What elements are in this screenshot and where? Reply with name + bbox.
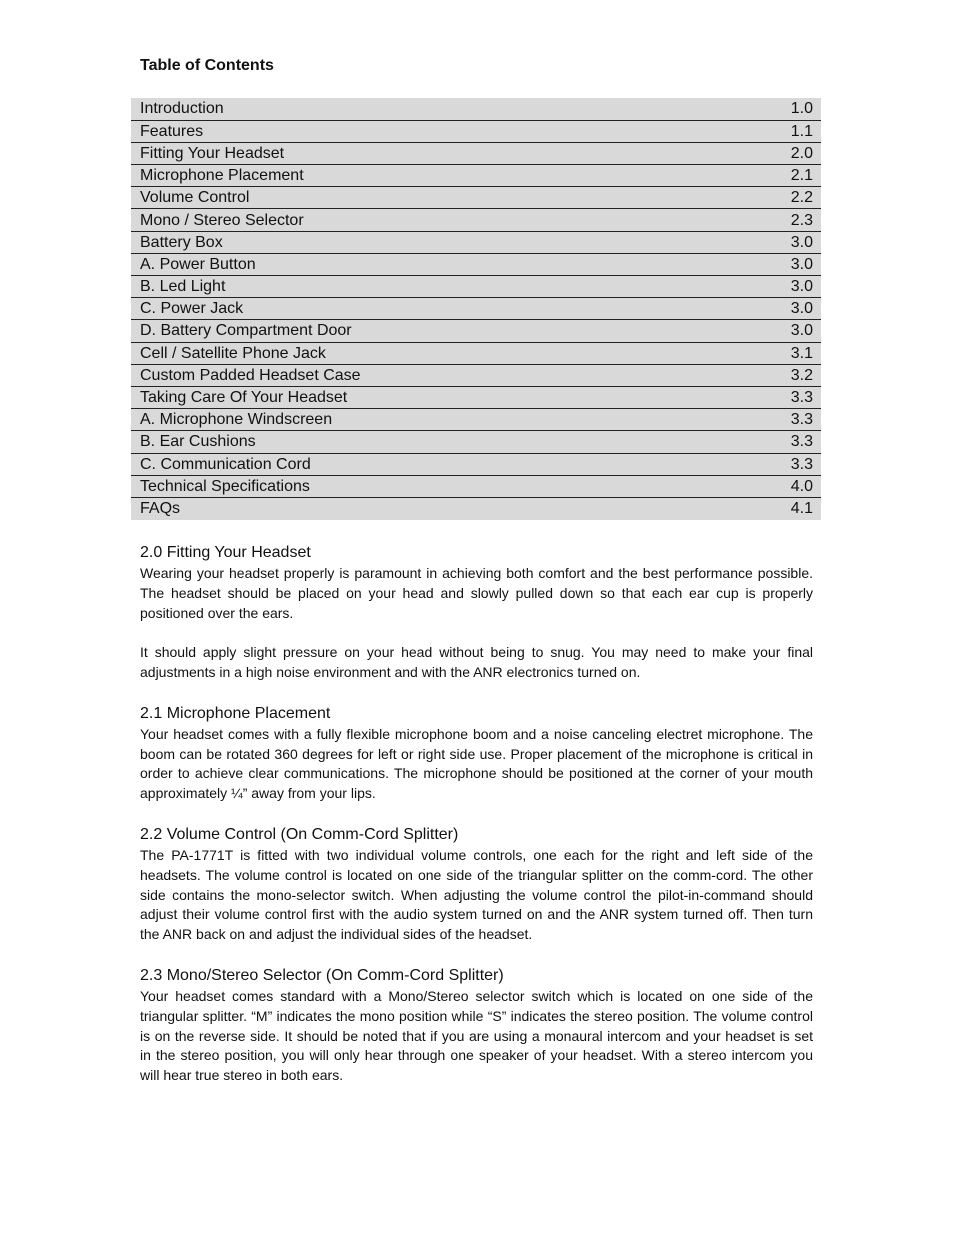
toc-entry-label: Features xyxy=(131,120,723,142)
section-heading: 2.1 Microphone Placement xyxy=(140,704,331,722)
toc-row xyxy=(131,320,821,342)
toc-entry-label: Volume Control xyxy=(131,187,723,209)
toc-entry-label: Technical Specifications xyxy=(131,475,723,497)
section-paragraph: It should apply slight pressure on your head without being to snug. You may need to make your final adjustments in a high noise environment and with the ANR electronics turned on. xyxy=(140,644,813,680)
toc-row xyxy=(131,187,821,209)
toc-entry-number: 4.0 xyxy=(723,475,821,497)
toc-row xyxy=(131,364,821,386)
toc-entry-number: 2.3 xyxy=(723,209,821,231)
toc-row xyxy=(131,142,821,164)
toc-entry-label: Battery Box xyxy=(131,231,723,253)
toc-entry-label: A. Microphone Windscreen xyxy=(131,409,723,431)
section-paragraph: Wearing your headset properly is paramount in achieving both comfort and the best performance possible. The headset should be placed on your head and slowly pulled down so that each ear cup is properly positioned over the ears. xyxy=(140,565,813,621)
section-fitting-headset xyxy=(140,542,813,683)
toc-title: Table of Contents xyxy=(140,57,274,74)
toc-entry-number: 3.1 xyxy=(723,342,821,364)
toc-entry-label: Cell / Satellite Phone Jack xyxy=(131,342,723,364)
toc-row xyxy=(131,475,821,497)
toc-entry-label: C. Power Jack xyxy=(131,298,723,320)
section-heading: 2.3 Mono/Stereo Selector (On Comm-Cord Splitter) xyxy=(140,966,504,984)
toc-entry-label: Custom Padded Headset Case xyxy=(131,364,723,386)
toc-entry-number: 3.3 xyxy=(723,409,821,431)
section-microphone-placement xyxy=(140,703,813,804)
toc-entry-label: Fitting Your Headset xyxy=(131,142,723,164)
toc-entry-label: FAQs xyxy=(140,500,181,518)
section-paragraph: The PA-1771T is fitted with two individual volume controls, one each for the right and left side of the headsets. The volume control is located on one side of the triangular splitter on the comm-cord. The other side contains the mono-selector switch. When adjusting the volume control the pilot-in-command should adjust their volume control first with the audio system turned on and the ANR system turned off. Then turn the ANR back on and adjust the individual sides of the headset. xyxy=(140,846,813,943)
toc-entry-number: 3.3 xyxy=(723,453,821,475)
toc-row xyxy=(131,98,821,120)
toc-row xyxy=(131,120,821,142)
toc-row xyxy=(131,409,821,431)
toc-row xyxy=(131,342,821,364)
section-heading: 2.2 Volume Control (On Comm-Cord Splitter) xyxy=(140,825,459,843)
toc-row xyxy=(131,497,821,519)
toc-entry-number: 4.1 xyxy=(790,500,813,518)
toc-entry-number: 2.1 xyxy=(723,165,821,187)
section-paragraph: Your headset comes with a fully flexible microphone boom and a noise canceling electret microphone. The boom can be rotated 360 degrees for left or right side use. Proper placement of the microphone is critical in order to achieve clear communications. The microphone should be positioned at the corner of your mouth approximately ¼” away from your lips. xyxy=(140,725,813,802)
section-heading: 2.0 Fitting Your Headset xyxy=(140,544,311,561)
toc-entry-number: 2.2 xyxy=(723,187,821,209)
toc-entry-label: B. Led Light xyxy=(131,276,723,298)
toc-entry-number: 1.1 xyxy=(723,120,821,142)
section-mono-stereo-selector xyxy=(140,965,813,1086)
toc-entry-number: 2.0 xyxy=(723,142,821,164)
toc-entry-number: 3.0 xyxy=(723,253,821,275)
toc-entry-number: 3.3 xyxy=(723,386,821,408)
toc-entry-number: 3.0 xyxy=(723,231,821,253)
toc-row xyxy=(131,431,821,453)
toc-row xyxy=(131,276,821,298)
toc-row xyxy=(131,209,821,231)
toc-row xyxy=(131,253,821,275)
body-sections xyxy=(140,542,813,1106)
toc-entry-number: 3.3 xyxy=(723,431,821,453)
toc-entry-number: 1.0 xyxy=(723,98,821,120)
toc-entry-label: Introduction xyxy=(131,98,723,120)
toc-entry-number: 3.0 xyxy=(723,320,821,342)
toc-entry-label: C. Communication Cord xyxy=(131,453,723,475)
toc-row xyxy=(131,298,821,320)
toc-entry-label: Microphone Placement xyxy=(131,165,723,187)
toc-entry-label: D. Battery Compartment Door xyxy=(131,320,723,342)
toc-entry-number: 3.0 xyxy=(723,298,821,320)
section-paragraph: Your headset comes standard with a Mono/Stereo selector switch which is located on one side of the triangular splitter. “M” indicates the mono position while “S” indicates the stereo position. The volume control is on the reverse side. It should be noted that if you are using a monaural intercom and your headset is set in the stereo position, you will only hear through one speaker of your headset. With a stereo intercom you will hear true stereo in both ears. xyxy=(140,987,813,1084)
toc-entry-label: B. Ear Cushions xyxy=(131,431,723,453)
toc-entry-number: 3.2 xyxy=(723,364,821,386)
toc-row xyxy=(131,231,821,253)
toc-row xyxy=(131,165,821,187)
section-volume-control xyxy=(140,824,813,945)
toc-entry-label: Mono / Stereo Selector xyxy=(131,209,723,231)
toc-table xyxy=(131,98,821,520)
toc-row xyxy=(131,453,821,475)
toc-entry-label: A. Power Button xyxy=(131,253,723,275)
toc-entry-label: Taking Care Of Your Headset xyxy=(131,386,723,408)
toc-row xyxy=(131,386,821,408)
toc-entry-number: 3.0 xyxy=(723,276,821,298)
